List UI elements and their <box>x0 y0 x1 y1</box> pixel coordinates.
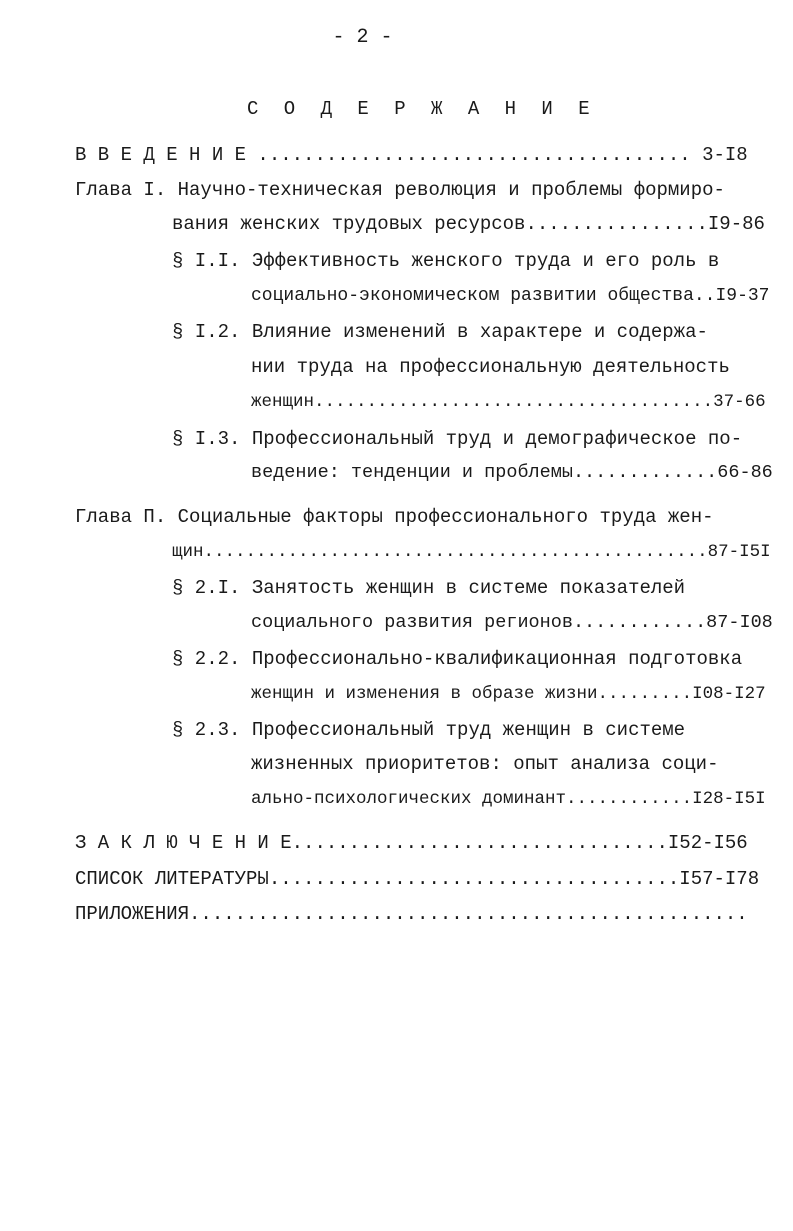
toc-section-2-1-line-2: социального развития регионов............87-I08 <box>251 612 773 633</box>
toc-chapter-1-line-1: Глава I. Научно-техническая революция и проблемы формиро- <box>75 179 725 201</box>
toc-section-2-3-line-3: ально-психологических доминант............I28-I5I <box>251 789 766 809</box>
contents-title: С О Д Е Р Ж А Н И Е <box>247 98 597 120</box>
toc-chapter-2-line-2: щин................................................87-I5I <box>172 542 771 562</box>
toc-section-1-2-line-1: § I.2. Влияние изменений в характере и содержа- <box>172 321 708 343</box>
toc-entry-appendices: ПРИЛОЖЕНИЯ................................................. <box>75 903 748 925</box>
page-number: - 2 - <box>332 26 393 49</box>
toc-section-1-1-line-2: социально-экономическом развитии общества..I9-37 <box>251 286 770 306</box>
toc-section-1-3-line-1: § I.3. Профессиональный труд и демографическое по- <box>172 428 743 450</box>
toc-section-1-2-line-3: женщин......................................37-66 <box>251 392 766 412</box>
toc-entry-introduction: В В Е Д Е Н И Е ...................................... 3-I8 <box>75 144 748 166</box>
toc-section-2-3-line-1: § 2.3. Профессиональный труд женщин в системе <box>172 719 686 741</box>
toc-section-1-2-line-2: нии труда на профессиональную деятельность <box>251 356 730 378</box>
toc-section-2-2-line-2: женщин и изменения в образе жизни.........I08-I27 <box>251 684 766 704</box>
toc-chapter-1-line-2: вания женских трудовых ресурсов................I9-86 <box>172 213 765 235</box>
toc-entry-conclusion: З А К Л Ю Ч Е Н И Е.................................I52-I56 <box>75 832 748 854</box>
toc-section-2-2-line-1: § 2.2. Профессионально-квалификационная подготовка <box>172 648 743 670</box>
toc-chapter-2-line-1: Глава П. Социальные факторы профессионального труда жен- <box>75 506 714 528</box>
toc-section-1-1-line-1: § I.I. Эффективность женского труда и его роль в <box>172 250 720 272</box>
toc-section-2-1-line-1: § 2.I. Занятость женщин в системе показателей <box>172 577 686 599</box>
toc-entry-bibliography: СПИСОК ЛИТЕРАТУРЫ....................................I57-I78 <box>75 868 760 890</box>
toc-section-2-3-line-2: жизненных приоритетов: опыт анализа соци- <box>251 753 719 775</box>
toc-section-1-3-line-2: ведение: тенденции и проблемы.............66-86 <box>251 462 773 483</box>
